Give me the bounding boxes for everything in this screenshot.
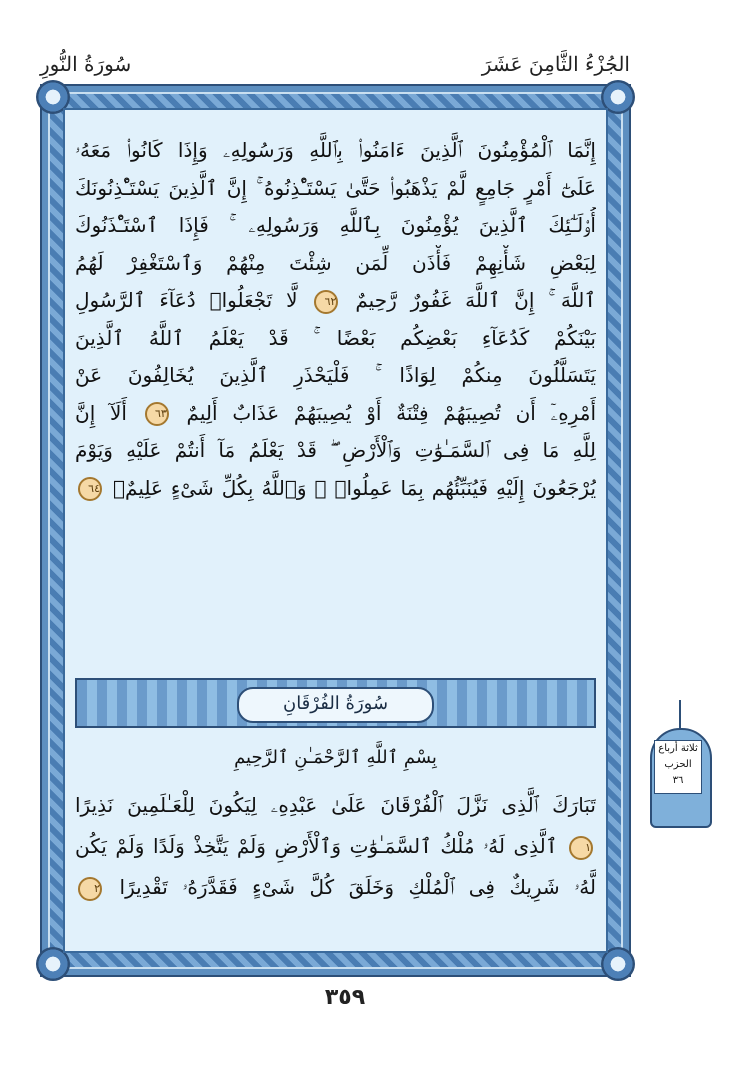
verse-line xyxy=(75,282,596,320)
quran-page xyxy=(63,108,608,953)
hizb-number: ٣٦ xyxy=(672,775,684,786)
verse-line: يَتَسَلَّلُونَ مِنكُمْ لِوَاذًا ۚ فَلْيَحْذَرِ ٱلَّذِينَ يُخَالِفُونَ عَنْ xyxy=(75,363,596,387)
verse-text: أَمْرِهِۦٓ أَن تُصِيبَهُمْ فِتْنَةٌ أَوْ يُصِيبَهُمْ عَذَابٌ أَلِيمٌ xyxy=(186,400,596,425)
ayah-number-marker: ١ xyxy=(569,836,593,860)
verse-text: لَّهُۥ شَرِيكٌ فِى ٱلْمُلْكِ وَخَلَقَ كُلَّ شَىْءٍ فَقَدَّرَهُۥ تَقْدِيرًا xyxy=(119,875,596,899)
verse-text: يُرْجَعُونَ إِلَيْهِ فَيُنَبِّئُهُم بِمَا عَمِلُوا۟ ۗ وَٱللَّهُ بِكُلِّ شَىْءٍ عَلِيمٌۢ xyxy=(113,475,596,500)
verse-line: إِنَّمَا ٱلْمُؤْمِنُونَ ٱلَّذِينَ ءَامَنُوا۟ بِٱللَّهِ وَرَسُولِهِۦ وَإِذَا كَانُوا۟ مَعَهُۥ xyxy=(75,138,596,162)
verse-line: عَلَىٰٓ أَمْرٍ جَامِعٍ لَّمْ يَذْهَبُوا۟ حَتَّىٰ يَسْتَـْٔذِنُوهُ ۚ إِنَّ ٱلَّذِينَ يَسْتَـْٔذِنُونَكَ xyxy=(75,175,596,200)
ayah-number-marker: ٦٣ xyxy=(145,402,169,426)
verses-block-furqan xyxy=(75,785,596,908)
ayah-number-marker: ٢ xyxy=(78,877,102,901)
verse-line xyxy=(75,470,596,508)
verse-line xyxy=(75,867,596,908)
hizb-label: الحزب xyxy=(664,759,692,770)
verse-text: لَّا تَجْعَلُوا۟ دُعَآءَ ٱلرَّسُولِ xyxy=(75,288,298,312)
verse-text: أَلَآ إِنَّ xyxy=(75,400,127,425)
juz-title: الجُزْءُ الثَّامِنَ عَشَرَ xyxy=(481,52,630,76)
verse-text: ٱلَّذِى لَهُۥ مُلْكُ ٱلسَّمَـٰوَٰتِ وَٱلْأَرْضِ وَلَمْ يَتَّخِذْ وَلَدًا وَلَمْ يَكُن xyxy=(75,834,558,858)
verse-text: ٱللَّهَ ۚ إِنَّ ٱللَّهَ غَفُورٌ رَّحِيمٌ xyxy=(355,288,596,312)
verse-line: تَبَارَكَ ٱلَّذِى نَزَّلَ ٱلْفُرْقَانَ عَلَىٰ عَبْدِهِۦ لِيَكُونَ لِلْعَـٰلَمِينَ نَذِيرًا xyxy=(75,793,596,817)
surah-banner-title: سُورَةُ الفُرْقَانِ xyxy=(237,687,434,723)
verse-line xyxy=(75,395,596,433)
surah-title: سُورَةُ النُّورِ xyxy=(40,52,132,76)
verse-line xyxy=(75,826,596,867)
surah-header-banner xyxy=(75,678,596,728)
marker-spike xyxy=(679,700,681,730)
hizb-marker xyxy=(646,700,716,830)
basmala: بِسْمِ ٱللَّهِ ٱلرَّحْمَـٰنِ ٱلرَّحِيمِ xyxy=(234,747,437,768)
verse-line: لِبَعْضِ شَأْنِهِمْ فَأْذَن لِّمَن شِئْتَ مِنْهُمْ وَٱسْتَغْفِرْ لَهُمُ xyxy=(75,250,596,275)
page-header xyxy=(40,52,630,82)
verse-line: لِلَّهِ مَا فِى ٱلسَّمَـٰوَٰتِ وَٱلْأَرْضِ ۖ قَدْ يَعْلَمُ مَآ أَنتُمْ عَلَيْهِ وَيَوْمَ xyxy=(75,438,596,462)
verse-line: أُو۟لَـٰٓئِكَ ٱلَّذِينَ يُؤْمِنُونَ بِٱللَّهِ وَرَسُولِهِۦ ۚ فَإِذَا ٱسْتَـْٔذَنُوكَ xyxy=(75,213,596,237)
verse-line: بَيْنَكُمْ كَدُعَآءِ بَعْضِكُم بَعْضًا ۚ قَدْ يَعْلَمُ ٱللَّهُ ٱلَّذِينَ xyxy=(75,325,596,350)
ayah-number-marker: ٦٢ xyxy=(314,290,338,314)
ayah-number-marker: ٦٤ xyxy=(78,477,102,501)
page-number: ٣٥٩ xyxy=(324,985,366,1010)
marker-label-box xyxy=(654,740,702,794)
verses-block-nur xyxy=(75,132,596,507)
hizb-fraction: ثلاثة أرباع xyxy=(658,743,698,754)
